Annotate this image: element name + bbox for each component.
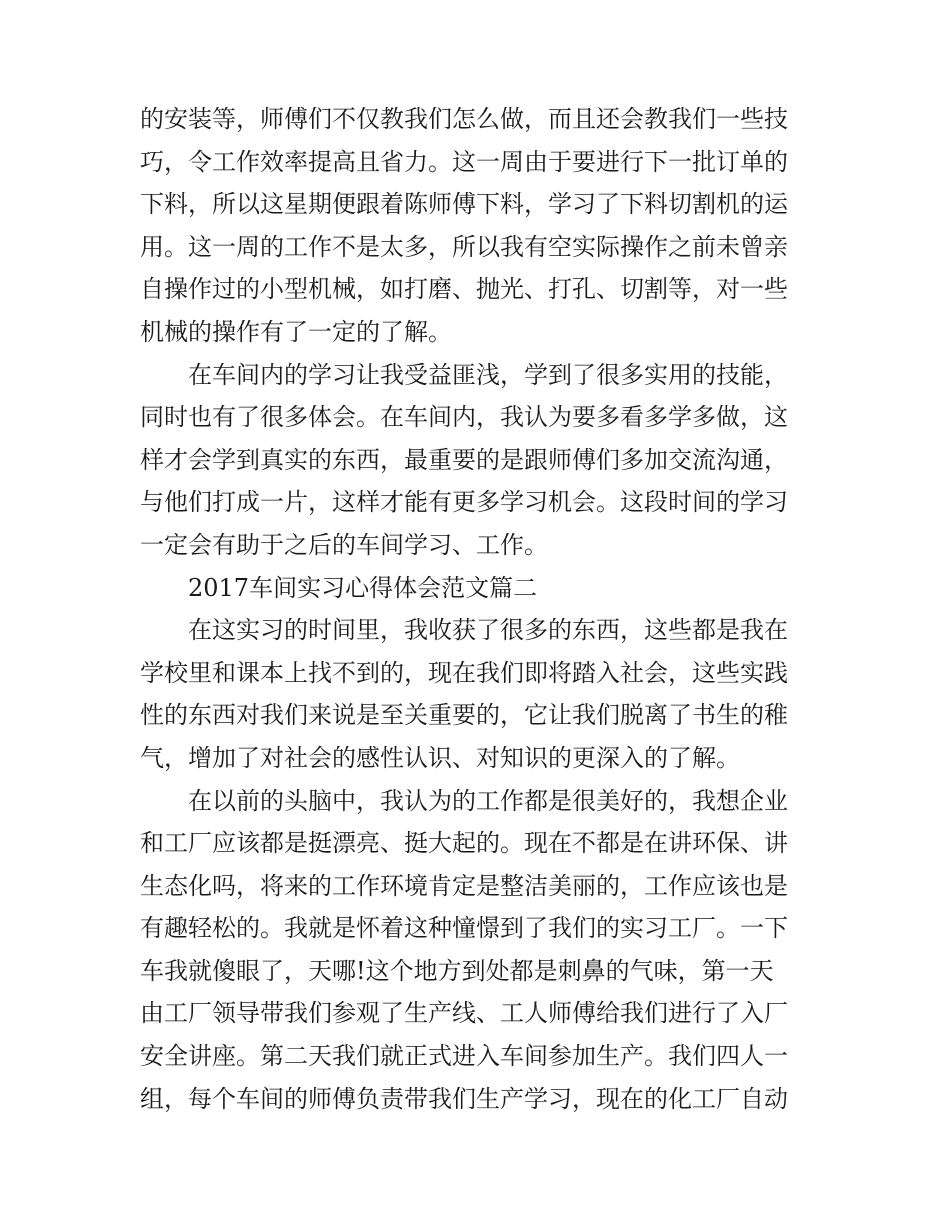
text-line: 安全讲座。第二天我们就正式进入车间参加生产。我们四人一 [140, 1042, 788, 1071]
text-line: 气，增加了对社会的感性认识、对知识的更深入的了解。 [140, 743, 740, 772]
text-line: 下料，所以这星期便跟着陈师傅下料，学习了下料切割机的运 [140, 190, 788, 219]
text-line: 生态化吗，将来的工作环境肯定是整洁美丽的，工作应该也是 [140, 871, 788, 900]
section-heading: 2017车间实习心得体会范文篇二 [188, 573, 538, 602]
text-line: 有趣轻松的。我就是怀着这种憧憬到了我们的实习工厂。一下 [140, 914, 788, 943]
text-line: 一定会有助于之后的车间学习、工作。 [140, 530, 548, 559]
paragraph-start-line: 在这实习的时间里，我收获了很多的东西，这些都是我在 [188, 616, 788, 645]
text-line: 用。这一周的工作不是太多，所以我有空实际操作之前未曾亲 [140, 232, 788, 261]
text-line: 样才会学到真实的东西，最重要的是跟师傅们多加交流沟通， [140, 445, 788, 474]
text-line: 由工厂领导带我们参观了生产线、工人师傅给我们进行了入厂 [140, 999, 788, 1028]
text-line: 车我就傻眼了，天哪!这个地方到处都是刺鼻的气味，第一天 [140, 956, 774, 985]
text-line: 学校里和课本上找不到的，现在我们即将踏入社会，这些实践 [140, 658, 788, 687]
text-line: 巧，令工作效率提高且省力。这一周由于要进行下一批订单的 [140, 147, 788, 176]
text-line: 和工厂应该都是挺漂亮、挺大起的。现在不都是在讲环保、讲 [140, 829, 788, 858]
text-line: 同时也有了很多体会。在车间内，我认为要多看多学多做，这 [140, 403, 788, 432]
paragraph-start-line: 在以前的头脑中，我认为的工作都是很美好的，我想企业 [188, 786, 788, 815]
text-line: 性的东西对我们来说是至关重要的，它让我们脱离了书生的稚 [140, 701, 788, 730]
text-line: 组，每个车间的师傅负责带我们生产学习，现在的化工厂自动 [140, 1084, 788, 1113]
text-line: 与他们打成一片，这样才能有更多学习机会。这段时间的学习 [140, 488, 788, 517]
body-text [140, 98, 812, 1120]
paragraph-start-line: 在车间内的学习让我受益匪浅，学到了很多实用的技能， [188, 360, 788, 389]
text-line: 机械的操作有了一定的了解。 [140, 317, 452, 346]
text-line: 自操作过的小型机械，如打磨、抛光、打孔、切割等，对一些 [140, 275, 788, 304]
text-line: 的安装等，师傅们不仅教我们怎么做，而且还会教我们一些技 [140, 105, 788, 133]
